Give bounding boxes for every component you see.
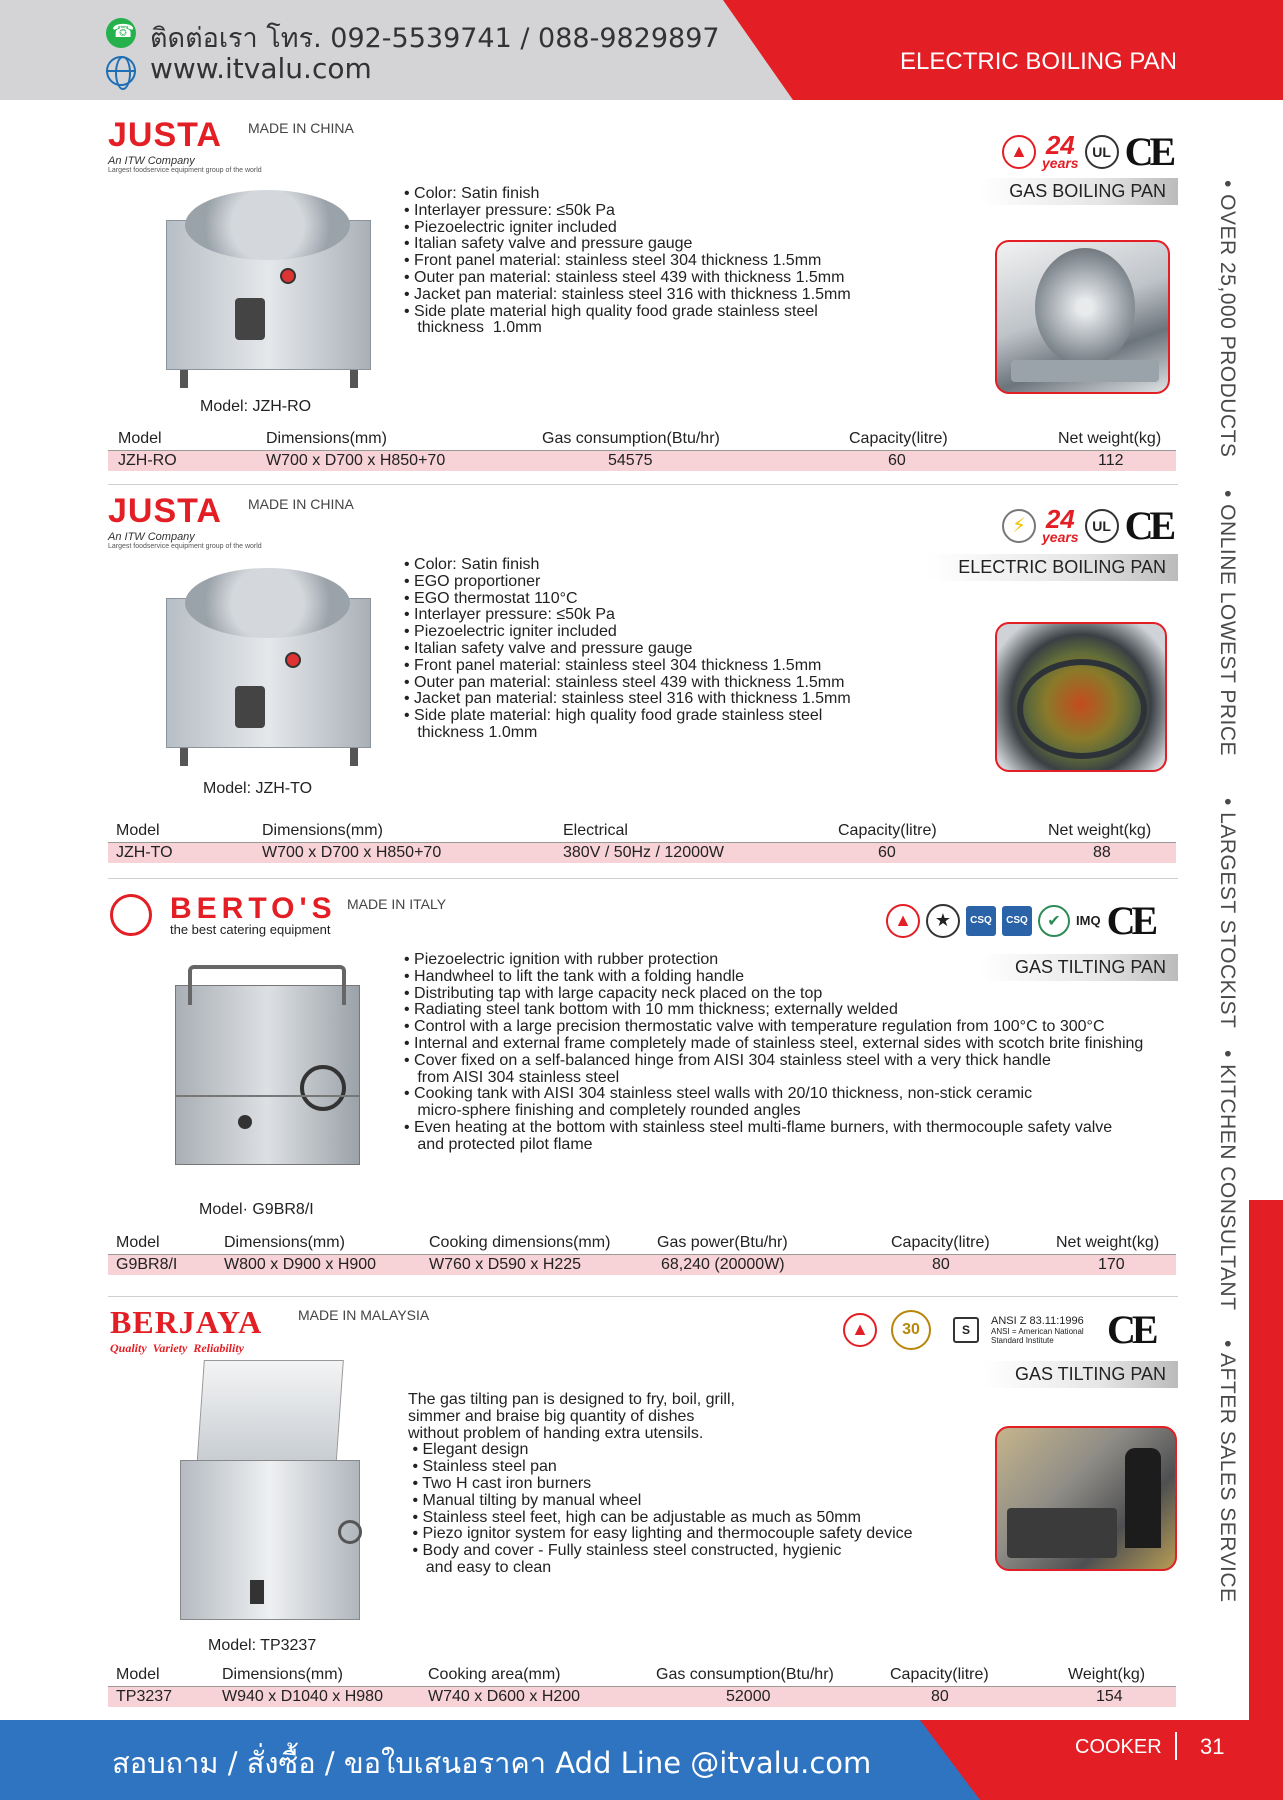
category-label: GAS TILTING PAN [984,1361,1178,1388]
page-number: 31 [1200,1734,1225,1759]
made-in-label: MADE IN ITALY [347,896,447,912]
spec-table [108,820,1176,864]
quality-cert-icon: ✔ [1038,905,1070,937]
model-caption: Model: TP3237 [208,1637,317,1654]
ul-icon: UL [1085,509,1119,543]
cert-row [843,1306,1155,1353]
feature-list: The gas tilting pan is designed to fry, boil, grill, simmer and braise big quantity of dishes without problem of handing extra utensils. • Elegant design • Stainless steel pan • Two H cast iron burners • Manual tilting by manual wheel • Stainless steel feet, high can be adjustable as much as 50mm • Piezo ignitor system for easy lighting and thermocouple safety device • Body and cover - Fully stainless steel constructed, hygienic and easy to clean [408,1391,913,1576]
star-cert-icon: ★ [926,904,960,938]
footer-section-label: COOKER [1075,1736,1162,1758]
spec-table-header: Model Dimensions(mm) Cooking dimensions(mm) Gas power(Btu/hr) Capacity(litre) Net weight(kg) [116,1234,1160,1251]
table-row: TP3237 W940 x D1040 x H980 W740 x D600 x H200 52000 80 154 [108,1686,1176,1707]
made-in-label: MADE IN CHINA [248,496,354,512]
side-item-products: • OVER 25,000 PRODUCTS [1216,180,1239,458]
spec-table [108,428,1176,472]
product-photo [995,622,1167,772]
spec-table-header: Model Dimensions(mm) Gas consumption(Btu/hr) Capacity(litre) Net weight(kg) [118,430,1162,447]
flame-icon: ▲ [1002,135,1036,169]
anniversary-badge: 30 [891,1310,931,1350]
ul-icon: UL [1085,135,1119,169]
ce-icon: CE [1107,1307,1155,1352]
flame-icon: ▲ [886,904,920,938]
footer-red-banner [920,1720,1283,1800]
product-image-tp3237 [170,1360,370,1630]
sirim-cert-icon: S [953,1317,979,1343]
globe-icon [106,56,136,86]
side-red-strip [1249,1200,1283,1800]
category-label: ELECTRIC BOILING PAN [928,554,1178,581]
csq-icon: CSQ [966,906,996,936]
table-row: JZH-TO W700 x D700 x H850+70 380V / 50Hz / 12000W 60 88 [108,842,1176,863]
cert-row [886,897,1154,944]
ce-icon: CE [1124,129,1173,174]
category-label: GAS BOILING PAN [980,178,1178,205]
ce-icon: CE [1106,898,1155,943]
made-in-label: MADE IN MALAYSIA [298,1307,430,1323]
warranty-badge: 24 years [1042,503,1079,545]
side-item-service: • AFTER SALES SERVICE [1216,1340,1239,1603]
lightning-icon: ⚡ [1002,509,1036,543]
feature-list: • Color: Satin finish • EGO proportioner • EGO thermostat 110°C • Interlayer pressure: ≤50k Pa • Piezoelectric igniter included • Italian safety valve and pressure gauge • Front panel material: stainless steel 304 thickness 1.5mm • Outer pan material: stainless steel 439 with thickness 1.5mm • Jacket pan material: stainless steel 316 with thickness 1.5mm • Side plate material: high quality food grade stainless steel thickness 1.0mm [404,556,851,741]
footer-divider [1175,1732,1177,1760]
brand-logo-justa: JUSTA An ITW Company Largest foodservice equipment group of the world [108,492,262,550]
brand-logo-justa: JUSTA An ITW Company Largest foodservice equipment group of the world [108,116,262,174]
section-divider [108,1296,1178,1297]
ce-icon: CE [1124,503,1173,548]
table-row: G9BR8/I W800 x D900 x H900 W760 x D590 x H225 68,240 (20000W) 80 170 [108,1254,1176,1275]
csq-iqnet-icon: CSQ [1002,906,1032,936]
cert-row [1002,502,1172,549]
product-image-jzh-ro [160,170,380,390]
model-caption: Model: JZH-RO [200,398,312,415]
section-divider [108,878,1178,879]
table-row: JZH-RO W700 x D700 x H850+70 54575 60 112 [108,450,1176,471]
product-photo [995,1426,1177,1571]
feature-list: • Piezoelectric ignition with rubber protection • Handwheel to lift the tank with a folding handle • Distributing tap with large capacity neck placed on the top • Radiating steel tank bottom with 10 mm thickness; externally welded • Control with a large precision thermostatic valve with temperature regulation from 100°C to 300°C • Internal and external frame completely made of stainless steel, external sides with scotch brite finishing • Cover fixed on a self-balanced hinge from AISI 304 stainless steel with a very thick handle from AISI 304 stainless steel • Cooking tank with AISI 304 stainless steel walls with 20/10 thickness, non-stick ceramic micro-sphere finishing and completely rounded angles • Even heating at the bottom with stainless steel multi-flame burners, with thermocouple safety valve and protected pilot flame [404,951,1144,1153]
header-website-link[interactable]: www.itvalu.com [150,52,372,85]
header-phone: ติดต่อเรา โทร. 092-5539741 / 088-9829897 [150,23,720,54]
feature-list: • Color: Satin finish • Interlayer pressure: ≤50k Pa • Piezoelectric igniter included • Italian safety valve and pressure gauge • Front panel material: stainless steel 304 thickness 1.5mm • Outer pan material: stainless steel 439 with thickness 1.5mm • Jacket pan material: stainless steel 316 with thickness 1.5mm • Side plate material high quality food grade stainless steel thickness 1.0mm [404,185,851,337]
spec-table-header: Model Dimensions(mm) Electrical Capacity(litre) Net weight(kg) [116,822,1152,839]
product-image-jzh-to [160,548,380,770]
bertos-emblem-icon [110,894,152,936]
made-in-label: MADE IN CHINA [248,120,354,136]
spec-table [108,1232,1176,1276]
section-divider [108,484,1178,485]
side-item-stockist: • LARGEST STOCKIST [1216,798,1239,1029]
model-caption: Model· G9BR8/I [199,1201,314,1218]
phone-icon [106,18,136,48]
category-label: GAS TILTING PAN [980,954,1178,981]
footer-line-cta[interactable]: สอบถาม / สั่งซื้อ / ขอใบเสนอราคา Add Line @itvalu.com [112,1746,872,1780]
model-caption: Model: JZH-TO [203,780,313,797]
ansi-cert: ANSI Z 83.11:1996 ANSI = American National Standard Institute [991,1314,1084,1345]
product-image-g9br8 [170,955,370,1185]
cert-row [1002,128,1172,175]
flame-icon: ▲ [843,1313,877,1347]
page-title: ELECTRIC BOILING PAN [900,48,1177,75]
spec-table-header: Model Dimensions(mm) Cooking area(mm) Gas consumption(Btu/hr) Capacity(litre) Weight(kg) [116,1666,1146,1683]
spec-table [108,1664,1176,1708]
warranty-badge: 24 years [1042,129,1079,171]
product-photo [995,240,1170,394]
imq-icon: IMQ [1076,913,1101,928]
brand-logo-berjaya: BERJAYA Quality Variety Reliability [110,1304,263,1355]
side-item-price: • ONLINE LOWEST PRICE [1216,490,1239,757]
side-item-consultant: • KITCHEN CONSULTANT [1216,1050,1239,1311]
